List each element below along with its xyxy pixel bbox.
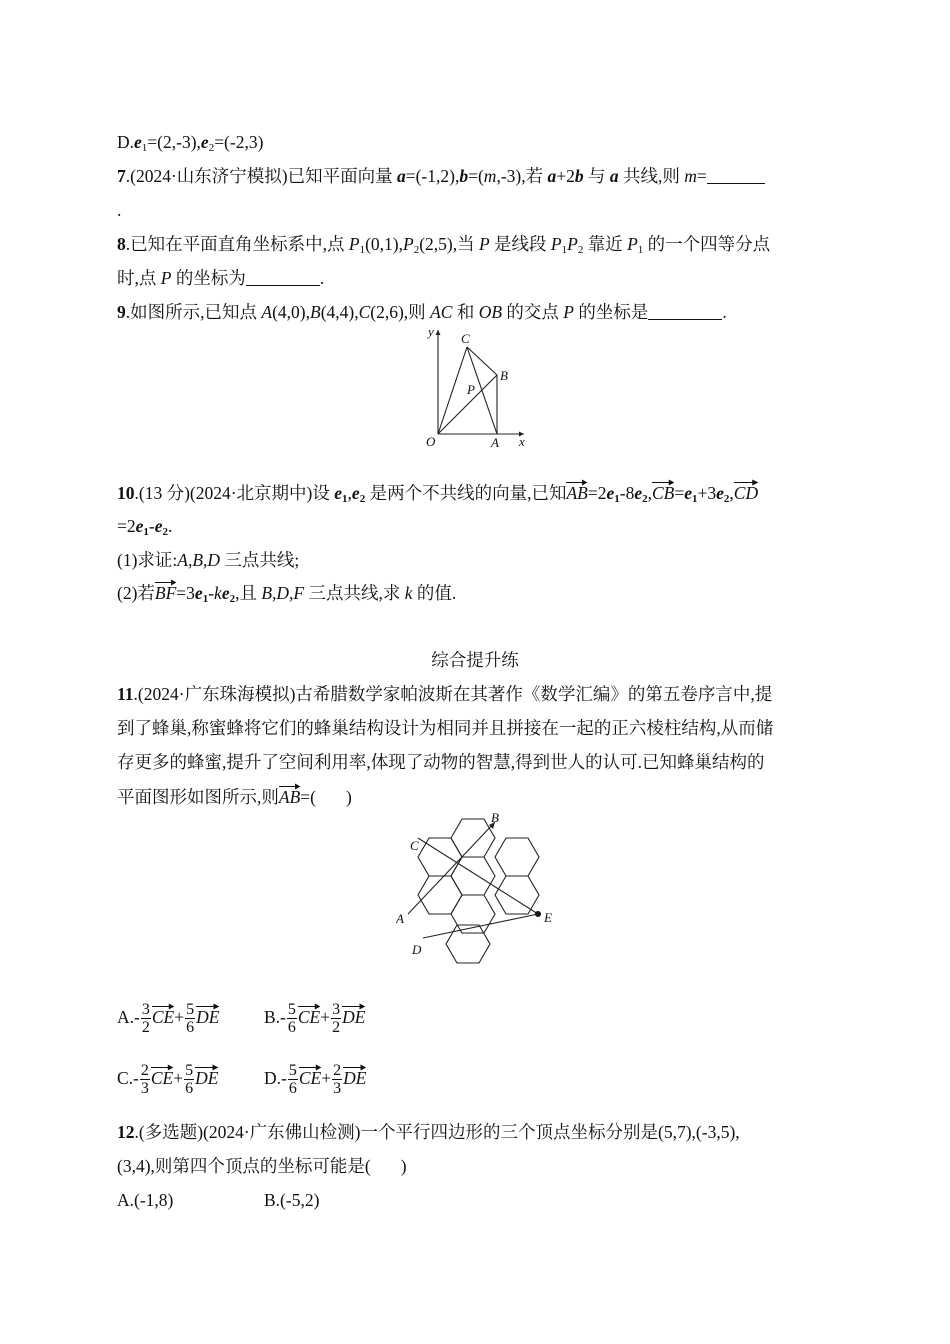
y-axis-arrow-icon	[436, 330, 441, 335]
denominator: 3	[333, 1080, 342, 1098]
text: =(	[300, 787, 316, 807]
q12-option-b[interactable]	[264, 1188, 319, 1212]
option-label: B.-	[264, 1007, 286, 1027]
subscript: 1	[202, 593, 209, 605]
text: .已知在平面直角坐标系中,点	[125, 234, 349, 254]
label-c: C	[410, 838, 419, 853]
text: 靠近	[583, 234, 628, 254]
numerator: 5	[185, 1062, 194, 1080]
question-number: 7	[117, 166, 126, 186]
vector-arrow-icon	[279, 782, 300, 791]
text: .	[722, 302, 727, 322]
text: =2	[117, 516, 136, 536]
hexagon-bottom	[446, 925, 490, 963]
subscript: 1	[692, 493, 698, 505]
text: 的坐标为	[171, 268, 246, 288]
text: -	[148, 516, 155, 536]
text: .	[117, 200, 122, 220]
label-d: D	[412, 942, 422, 957]
question-8-line2	[117, 266, 324, 290]
subscript: 1	[143, 526, 149, 538]
text: .(2024·广东珠海模拟)古希腊数学家帕波斯在其著作《数学汇编》的第五卷序言中,提	[133, 684, 773, 704]
operator: +	[174, 1007, 185, 1027]
text: ,	[647, 483, 652, 503]
question-number: 11	[117, 684, 134, 704]
denominator: 6	[185, 1080, 194, 1098]
vector-label: CB	[651, 483, 675, 503]
denominator: 6	[186, 1019, 195, 1037]
vector-e: e	[194, 583, 203, 603]
var-m: m	[684, 166, 697, 186]
numerator: 5	[287, 1001, 296, 1019]
q11-option-c[interactable]	[117, 1059, 218, 1097]
vector-arrow-icon	[298, 1002, 320, 1011]
text: (2,6),则	[370, 302, 431, 322]
vector-label: DE	[342, 1007, 366, 1027]
question-10	[117, 478, 758, 511]
q11-option-a[interactable]	[117, 998, 219, 1036]
subscript: 2	[359, 493, 366, 505]
vector-ce	[298, 1002, 320, 1026]
vec-b: b	[574, 166, 584, 186]
vector-e: e	[334, 483, 343, 503]
point-p: P	[563, 302, 574, 322]
text: ,	[347, 483, 352, 503]
vector-ce	[152, 1002, 174, 1026]
hexagon	[418, 876, 462, 914]
fraction	[185, 1001, 195, 1036]
text: (1)求证:	[117, 550, 178, 570]
vector-arrow-icon	[152, 1002, 174, 1011]
answer-blank[interactable]	[246, 269, 320, 286]
vector-label: AB	[278, 787, 301, 807]
label-b: B	[491, 810, 499, 825]
text: 存更多的蜂蜜,提升了空间利用率,体现了动物的智慧,得到世人的认可.已知蜂巢结构的	[117, 752, 765, 772]
text: .(13 分)(2024·北京期中)设	[134, 483, 335, 503]
vector-ab	[279, 782, 300, 806]
denominator: 2	[332, 1019, 341, 1037]
vector-arrow-icon	[652, 478, 674, 487]
question-10-part2	[117, 578, 456, 611]
question-12-line2	[117, 1154, 407, 1178]
subscript: 1	[359, 244, 366, 256]
question-12	[117, 1120, 740, 1144]
vec-a: a	[609, 166, 619, 186]
text: +2	[556, 166, 575, 186]
subscript: 2	[577, 244, 584, 256]
vector-e: e	[135, 516, 144, 536]
vector-e: e	[684, 483, 693, 503]
text: +3	[697, 483, 717, 503]
denominator: 6	[288, 1080, 297, 1098]
var-k: k	[214, 583, 222, 603]
var-m: m	[483, 166, 497, 186]
vector-cd	[734, 478, 758, 502]
subscript: 1	[342, 493, 348, 505]
text: =(-1,2),	[405, 166, 460, 186]
text: .如图所示,已知点	[125, 302, 262, 322]
vector-cb	[652, 478, 674, 502]
question-10-line2	[117, 514, 172, 544]
question-11	[117, 682, 772, 706]
vector-arrow-icon	[155, 578, 176, 587]
value: =(2,-3),	[147, 132, 201, 152]
point-p: P	[348, 234, 360, 254]
fraction	[184, 1062, 194, 1097]
vector-arrow-icon	[734, 478, 758, 487]
vector-label: DE	[196, 1007, 220, 1027]
vector-e: e	[200, 132, 209, 152]
q9-coordinate-figure	[420, 322, 540, 450]
subscript: 1	[141, 142, 148, 154]
subscript: 2	[162, 526, 169, 538]
point-p: P	[550, 234, 562, 254]
question-11-line4	[117, 782, 352, 809]
vector-bf	[155, 578, 176, 602]
question-8	[117, 232, 770, 262]
text: 平面图形如图所示,则	[117, 787, 279, 807]
text: .(2024·山东济宁模拟)已知平面向量	[125, 166, 397, 186]
vector-arrow-icon	[299, 1063, 321, 1072]
answer-blank[interactable]	[648, 303, 722, 320]
vec-a: a	[396, 166, 406, 186]
hexagon	[418, 838, 462, 876]
text: )	[400, 1156, 407, 1176]
points: A,B,D	[177, 550, 221, 570]
vector-ce	[299, 1063, 321, 1087]
vector-e: e	[716, 483, 724, 503]
fraction	[288, 1062, 298, 1097]
vector-label: CD	[733, 483, 759, 503]
text: 是两个不共线的向量,已知	[365, 483, 567, 503]
question-10-part1	[117, 548, 299, 572]
vector-e: e	[351, 483, 360, 503]
denominator: 3	[140, 1080, 149, 1098]
option-text: B.(-5,2)	[264, 1190, 320, 1210]
option-text: A.(-1,8)	[117, 1190, 174, 1210]
vector-arrow-icon	[151, 1063, 173, 1072]
denominator: 6	[287, 1019, 296, 1037]
text: =	[696, 166, 707, 186]
point-e	[535, 911, 541, 917]
label-c: C	[461, 331, 470, 346]
subscript: 2	[642, 493, 648, 505]
denominator: 2	[141, 1019, 150, 1037]
text: 三点共线;	[220, 550, 300, 570]
question-number: 8	[117, 234, 126, 254]
text: .	[168, 516, 173, 536]
text: 的交点	[502, 302, 564, 322]
vector-label: AB	[566, 483, 588, 503]
text: )	[345, 787, 352, 807]
option-label: C.-	[117, 1068, 139, 1088]
vector-arrow-icon	[343, 1063, 366, 1072]
numerator: 5	[186, 1001, 195, 1019]
numerator: 5	[288, 1062, 297, 1080]
text: 与	[583, 166, 610, 186]
vector-ab	[566, 478, 587, 502]
label-a: A	[491, 435, 499, 450]
option-label: D.-	[264, 1068, 287, 1088]
subscript: 2	[723, 493, 730, 505]
vector-de	[342, 1002, 365, 1026]
vector-arrow-icon	[342, 1002, 365, 1011]
text: 是线段	[489, 234, 551, 254]
point-p: P	[402, 234, 414, 254]
text: 三点共线,求	[304, 583, 405, 603]
question-number: 9	[117, 302, 126, 322]
segment-ac: AC	[430, 302, 453, 322]
numerator: 3	[332, 1001, 341, 1019]
text: ,	[729, 483, 734, 503]
question-9	[117, 300, 727, 324]
text: (2)若	[117, 583, 155, 603]
text: (4,4),	[320, 302, 359, 322]
subscript: 2	[413, 244, 420, 256]
point-p: P	[567, 234, 578, 254]
q11-option-b[interactable]	[264, 998, 365, 1036]
numerator: 2	[140, 1062, 149, 1080]
text: 的一个四等分点	[643, 234, 771, 254]
question-number: 10	[117, 483, 135, 503]
value: =(-2,3)	[214, 132, 264, 152]
question-7-end	[117, 198, 121, 222]
point-b: B	[309, 302, 321, 322]
vector-label: DE	[195, 1068, 219, 1088]
text: -8	[619, 483, 635, 503]
subscript: 2	[229, 593, 236, 605]
q11-honeycomb-figure	[396, 808, 566, 970]
subscript: 2	[208, 142, 215, 154]
point-a: A	[261, 302, 273, 322]
segment-de	[423, 914, 538, 938]
text: 的值.	[412, 583, 457, 603]
label-x: x	[519, 434, 525, 449]
fraction	[141, 1001, 151, 1036]
subscript: 1	[637, 244, 644, 256]
text: .(多选题)(2024·广东佛山检测)一个平行四边形的三个顶点坐标分别是(5,7),(-3,5),	[134, 1122, 740, 1142]
subscript: 1	[614, 493, 620, 505]
segment-oc	[438, 347, 467, 434]
vector-ce	[151, 1063, 173, 1087]
q11-option-d[interactable]	[264, 1059, 366, 1097]
fraction	[331, 1001, 341, 1036]
label-y: y	[428, 324, 434, 339]
label-p: P	[467, 382, 475, 397]
vector-arrow-icon	[566, 478, 587, 487]
label-e: E	[544, 910, 552, 925]
vector-e: e	[154, 516, 163, 536]
question-number: 12	[117, 1122, 135, 1142]
q6-option-d[interactable]	[117, 130, 263, 160]
numerator: 2	[333, 1062, 342, 1080]
text: (4,0),	[272, 302, 310, 322]
fraction	[287, 1001, 297, 1036]
subscript: 1	[561, 244, 568, 256]
operator: +	[320, 1007, 331, 1027]
vector-arrow-icon	[196, 1002, 219, 1011]
question-11-line3	[117, 750, 765, 774]
label-o: O	[426, 434, 436, 449]
text: =3	[176, 583, 195, 603]
question-7	[117, 164, 765, 188]
fraction	[332, 1062, 342, 1097]
text: ,-3),若	[496, 166, 548, 186]
vector-e: e	[634, 483, 643, 503]
operator: +	[173, 1068, 184, 1088]
vec-b: b	[459, 166, 469, 186]
vector-arrow-icon	[195, 1063, 218, 1072]
vector-label: CE	[297, 1007, 321, 1027]
vec-a: a	[547, 166, 557, 186]
text: 和	[452, 302, 479, 322]
point-p: P	[478, 234, 490, 254]
hexagon	[495, 876, 539, 914]
q12-option-a[interactable]	[117, 1188, 173, 1212]
points: B,D,F	[261, 583, 305, 603]
segment-ab	[408, 822, 495, 914]
vector-label: CE	[298, 1068, 322, 1088]
text: ,且	[235, 583, 262, 603]
text: 到了蜂巢,称蜜蜂将它们的蜂巢结构设计为相同并且拼接在一起的正六棱柱结构,从而储	[117, 718, 774, 738]
numerator: 3	[141, 1001, 150, 1019]
vector-e: e	[606, 483, 615, 503]
text: =(	[468, 166, 484, 186]
answer-blank[interactable]	[707, 167, 765, 184]
vector-label: DE	[343, 1068, 367, 1088]
label-a: A	[396, 911, 404, 926]
vector-label: BF	[154, 583, 177, 603]
segment-ob: OB	[478, 302, 503, 322]
text: -	[208, 583, 215, 603]
vector-de	[196, 1002, 219, 1026]
label-b: B	[500, 368, 508, 383]
point-p: P	[160, 268, 172, 288]
text: (2,5),当	[419, 234, 479, 254]
text: .	[319, 268, 325, 288]
text: 共线,则	[618, 166, 685, 186]
point-c: C	[358, 302, 371, 322]
operator: +	[321, 1068, 332, 1088]
vector-de	[343, 1063, 366, 1087]
section-heading: 综合提升练	[431, 650, 519, 670]
text: (0,1),	[365, 234, 403, 254]
point-p: P	[627, 234, 638, 254]
question-11-line2	[117, 716, 773, 740]
option-label: A.-	[117, 1007, 140, 1027]
text: 的坐标是	[573, 302, 649, 322]
vector-label: CE	[151, 1007, 175, 1027]
var-k: k	[404, 583, 413, 603]
text: =	[674, 483, 685, 503]
text: 时,点	[117, 268, 161, 288]
hexagon	[451, 819, 495, 857]
text: (3,4),则第四个顶点的坐标可能是(	[117, 1156, 371, 1176]
fraction	[140, 1062, 150, 1097]
vector-e: e	[134, 132, 142, 152]
vector-label: CE	[150, 1068, 174, 1088]
hexagon	[495, 838, 539, 876]
vector-e: e	[221, 583, 230, 603]
vector-de	[195, 1063, 218, 1087]
option-label: D.	[117, 132, 135, 152]
text: =2	[587, 483, 607, 503]
